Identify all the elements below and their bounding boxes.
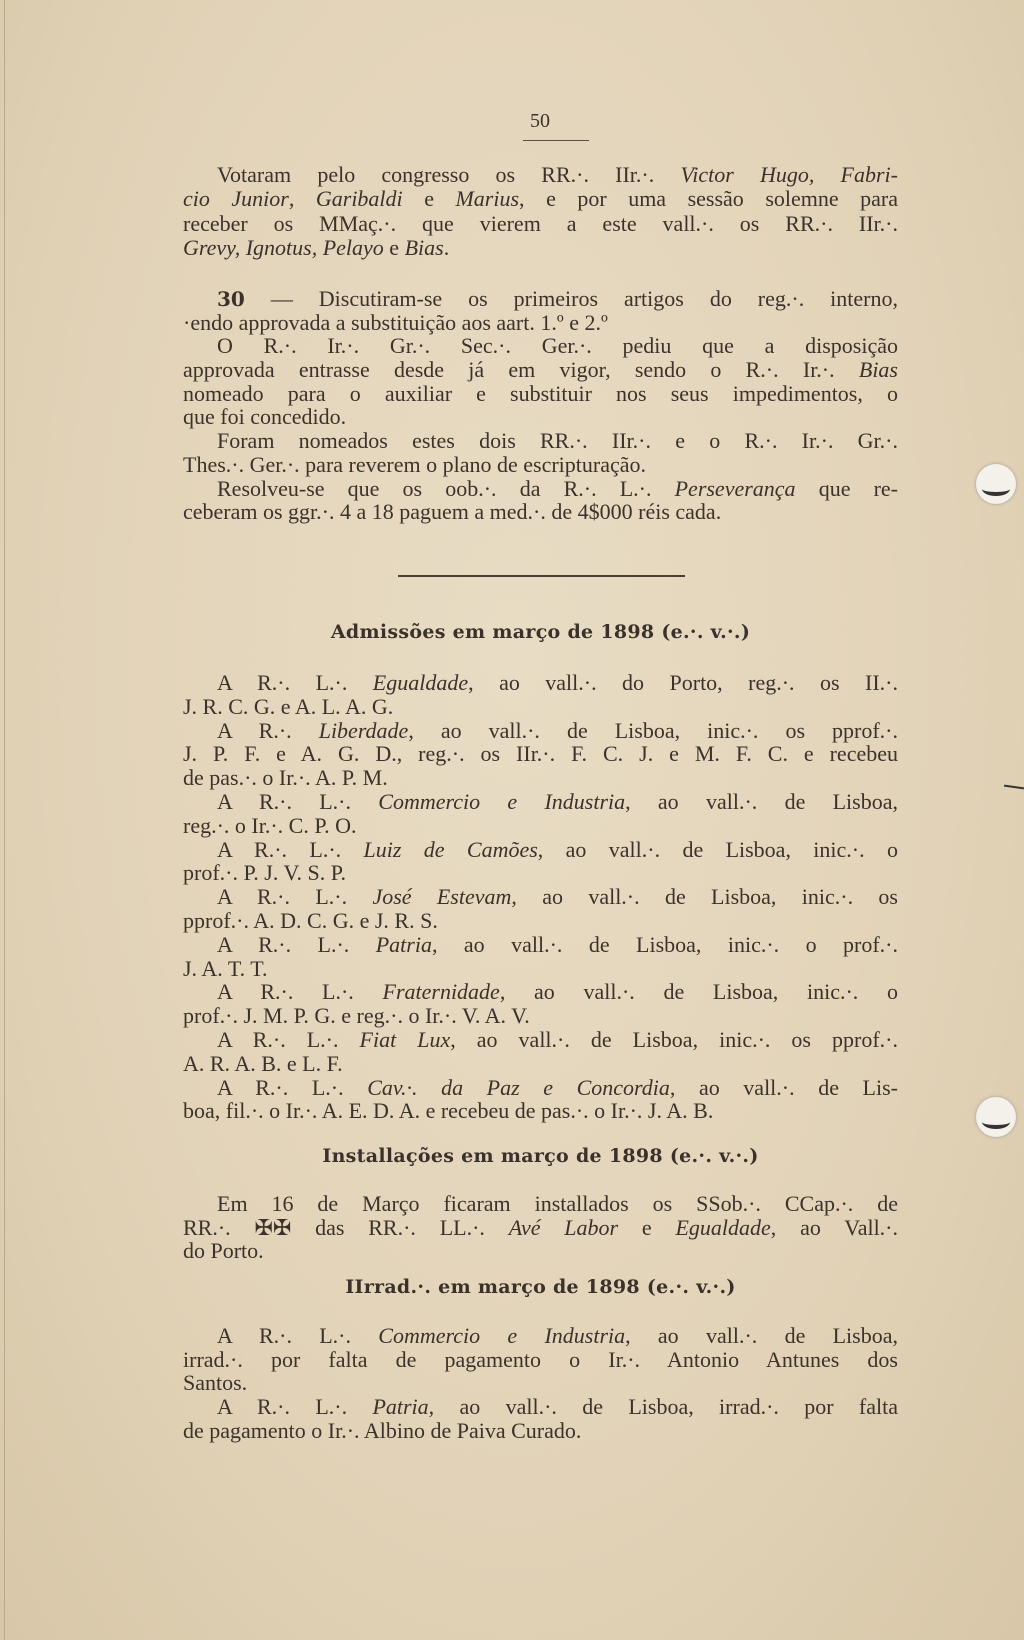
text-segment: A R.·. L.·. bbox=[217, 1323, 379, 1348]
text-segment: A. R. A. B. e L. F. bbox=[183, 1050, 343, 1076]
italic-name: Fiat Lux bbox=[359, 1026, 451, 1052]
text-segment: , ao vall.·. de Lisboa, inic.·. o bbox=[537, 836, 898, 862]
text-segment: , ao vall.·. de Lisboa, inic.·. os bbox=[511, 884, 898, 910]
text-segment: approvada entrasse desde já em vigor, sendo o R.·. Ir.·. bbox=[183, 357, 859, 383]
paragraph-votaram bbox=[183, 163, 898, 261]
text-line bbox=[183, 1004, 898, 1028]
text-segment: prof.·. P. J. V. S. P. bbox=[183, 860, 347, 886]
text-segment: prof.·. J. M. P. G. e reg.·. o Ir.·. V. A. V. bbox=[183, 1003, 530, 1029]
text-segment: , ao vall.·. de Lisboa, bbox=[625, 1323, 898, 1348]
text-line bbox=[183, 790, 898, 814]
text-line bbox=[183, 500, 898, 524]
italic-name: Victor Hugo, Fabri- bbox=[680, 162, 898, 187]
session-number: 30 bbox=[217, 287, 245, 311]
text-segment: Foram nomeados estes dois RR.·. IIr.·. e o R.·. Ir.·. Gr.·. bbox=[217, 428, 898, 454]
page-number-rule bbox=[523, 140, 589, 141]
text-segment: A R.·. L.·. bbox=[217, 884, 373, 910]
heading-irrad: IIrrad.·. em março de 1898 (e.·. v.·.) bbox=[345, 1276, 736, 1298]
text-segment: O R.·. Ir.·. Gr.·. Sec.·. Ger.·. pediu que a disposição bbox=[217, 333, 898, 359]
text-line bbox=[183, 163, 898, 187]
text-segment: e bbox=[618, 1214, 676, 1240]
text-segment: A R.·. L.·. bbox=[217, 1394, 373, 1420]
text-line bbox=[183, 187, 898, 211]
text-segment: , ao vall.·. de Lisboa, inic.·. os pprof.·. bbox=[450, 1026, 899, 1052]
italic-name: cio Junior bbox=[183, 186, 289, 212]
text-segment: A R.·. L.·. bbox=[217, 1026, 360, 1052]
text-segment: Votaram pelo congresso os RR.·. IIr.·. bbox=[217, 162, 681, 187]
text-segment: , ao vall.·. do Porto, reg.·. os II.·. bbox=[468, 670, 898, 695]
section-divider bbox=[398, 575, 685, 577]
text-line bbox=[183, 1028, 898, 1052]
text-segment: A R.·. L.·. bbox=[217, 1074, 368, 1100]
text-line bbox=[183, 334, 898, 358]
text-line bbox=[183, 980, 898, 1004]
text-line bbox=[183, 1348, 898, 1372]
text-line bbox=[183, 1371, 898, 1395]
italic-name: Grevy, Ignotus, Pelayo bbox=[183, 235, 384, 261]
text-segment: J. P. F. e A. G. D., reg.·. os IIr.·. F. C. J. e M. F. C. e recebeu bbox=[183, 741, 898, 767]
text-line bbox=[183, 1395, 898, 1419]
text-segment: irrad.·. por falta de pagamento o Ir.·. Antonio Antunes dos bbox=[183, 1346, 898, 1372]
text-line bbox=[183, 957, 898, 981]
text-segment: , ao vall.·. de Lisboa, inic.·. os pprof.·. bbox=[408, 717, 898, 743]
section-30 bbox=[183, 287, 898, 524]
text-line bbox=[183, 861, 898, 885]
text-segment: nomeado para o auxiliar e substituir nos seus impedimentos, o bbox=[183, 380, 898, 406]
text-segment: Santos. bbox=[183, 1370, 248, 1396]
text-segment: Em 16 de Março ficaram installados os SSob.·. CCap.·. de bbox=[217, 1191, 898, 1216]
text-line bbox=[183, 814, 898, 838]
text-line bbox=[183, 382, 898, 406]
text-line bbox=[183, 766, 898, 790]
italic-name: Cav.·. da Paz e Concordia bbox=[367, 1074, 670, 1100]
text-line bbox=[183, 212, 898, 236]
italic-name: Bias bbox=[404, 235, 444, 261]
text-line bbox=[183, 1076, 898, 1100]
text-segment: que foi concedido. bbox=[183, 404, 347, 430]
text-segment: , ao vall.·. de Lis- bbox=[669, 1074, 898, 1100]
text-line bbox=[183, 236, 898, 260]
italic-name: Egualdade bbox=[372, 670, 469, 695]
text-line bbox=[183, 453, 898, 477]
text-segment: reg.·. o Ir.·. C. P. O. bbox=[183, 812, 357, 838]
text-line bbox=[183, 1239, 898, 1263]
text-line bbox=[183, 838, 898, 862]
binder-hole-icon bbox=[976, 1097, 1016, 1137]
text-line bbox=[183, 1324, 898, 1348]
italic-name: José Estevam bbox=[372, 884, 512, 910]
text-segment: A R.·. L.·. bbox=[217, 836, 364, 862]
heading-installacoes: Installações em março de 1898 (e.·. v.·.) bbox=[322, 1145, 759, 1167]
page-margin-line bbox=[4, 0, 5, 1640]
text-segment: pprof.·. A. D. C. G. e J. R. S. bbox=[183, 907, 438, 933]
text-line bbox=[183, 909, 898, 933]
text-segment: e bbox=[383, 235, 405, 261]
italic-name: Perseverança bbox=[674, 475, 796, 501]
text-segment: A R.·. L.·. bbox=[217, 788, 379, 814]
text-segment: , ao Vall.·. bbox=[770, 1214, 899, 1240]
text-line bbox=[183, 311, 898, 335]
text-segment: , ao vall.·. de Lisboa, inic.·. o bbox=[499, 979, 898, 1005]
text-segment: boa, fil.·. o Ir.·. A. E. D. A. e recebeu de pas.·. o Ir.·. J. A. B. bbox=[183, 1098, 714, 1124]
text-line bbox=[183, 1216, 898, 1240]
text-segment: , bbox=[288, 186, 316, 212]
text-segment: J. R. C. G. e A. L. A. G. bbox=[183, 693, 394, 719]
text-segment: J. A. T. T. bbox=[183, 955, 268, 981]
text-line bbox=[183, 742, 898, 766]
admissoes-list bbox=[183, 671, 898, 1123]
text-line bbox=[183, 1419, 898, 1443]
text-line bbox=[183, 1052, 898, 1076]
text-segment: , ao vall.·. de Lisboa, irrad.·. por falta bbox=[428, 1394, 898, 1420]
italic-name: Commercio e Industria bbox=[378, 1323, 626, 1348]
text-segment: de pagamento o Ir.·. Albino de Paiva Curado. bbox=[183, 1417, 582, 1443]
text-segment: e bbox=[402, 186, 456, 212]
text-segment: receber os MMaç.·. que vierem a este vall.·. os RR.·. IIr.·. bbox=[183, 210, 898, 236]
text-segment: ceberam os ggr.·. 4 a 18 paguem a med.·. de 4$000 réis cada. bbox=[183, 499, 722, 525]
installacoes-text bbox=[183, 1192, 898, 1263]
text-line bbox=[183, 477, 898, 501]
italic-name: Avé Labor bbox=[508, 1214, 619, 1240]
text-line bbox=[183, 358, 898, 382]
text-segment: , ao vall.·. de Lisboa, inic.·. o prof.·. bbox=[431, 931, 898, 957]
text-line bbox=[183, 719, 898, 743]
text-segment: que re- bbox=[795, 475, 898, 501]
italic-name: Marius bbox=[455, 186, 520, 212]
text-segment: . bbox=[443, 235, 450, 261]
italic-name: Fraternidade bbox=[382, 979, 500, 1005]
italic-name: Luiz de Camões bbox=[363, 836, 538, 862]
text-line bbox=[183, 885, 898, 909]
text-segment: A R.·. L.·. bbox=[217, 979, 383, 1005]
text-segment: , ao vall.·. de Lisboa, bbox=[625, 788, 898, 814]
text-segment: A R.·. L.·. bbox=[217, 670, 373, 695]
heading-admissoes: Admissões em março de 1898 (e.·. v.·.) bbox=[330, 621, 751, 643]
text-line bbox=[183, 671, 898, 695]
text-segment: RR.·. ✠✠ das RR.·. LL.·. bbox=[183, 1214, 509, 1240]
text-line bbox=[183, 933, 898, 957]
margin-mark bbox=[1004, 785, 1024, 790]
text-line bbox=[183, 405, 898, 429]
italic-name: Garibaldi bbox=[315, 186, 403, 212]
binder-hole-icon bbox=[976, 464, 1016, 504]
text-segment: do Porto. bbox=[183, 1238, 264, 1264]
text-segment: — Discutiram-se os primeiros artigos do reg.·. interno, bbox=[244, 286, 898, 311]
text-line bbox=[183, 1192, 898, 1216]
text-segment: , e por uma sessão solemne para bbox=[519, 186, 899, 212]
italic-name: Egualdade bbox=[675, 1214, 771, 1240]
italic-name: Bias bbox=[858, 357, 898, 383]
text-line bbox=[183, 695, 898, 719]
irrad-list bbox=[183, 1324, 898, 1442]
text-segment: A R.·. bbox=[217, 717, 319, 743]
text-segment: Thes.·. Ger.·. para reverem o plano de escripturação. bbox=[183, 451, 646, 477]
text-segment: de pas.·. o Ir.·. A. P. M. bbox=[183, 765, 388, 791]
italic-name: Liberdade bbox=[318, 717, 409, 743]
text-line bbox=[183, 287, 898, 311]
text-segment: ·endo approvada a substituição aos aart. 1.º e 2.º bbox=[183, 309, 608, 335]
page-number: 50 bbox=[530, 110, 550, 132]
text-line bbox=[183, 1099, 898, 1123]
italic-name: Commercio e Industria bbox=[378, 788, 626, 814]
text-segment: Resolveu-se que os oob.·. da R.·. L.·. bbox=[217, 475, 675, 501]
text-segment: A R.·. L.·. bbox=[217, 931, 376, 957]
italic-name: Patria bbox=[372, 1394, 429, 1420]
italic-name: Patria bbox=[375, 931, 432, 957]
text-line bbox=[183, 429, 898, 453]
